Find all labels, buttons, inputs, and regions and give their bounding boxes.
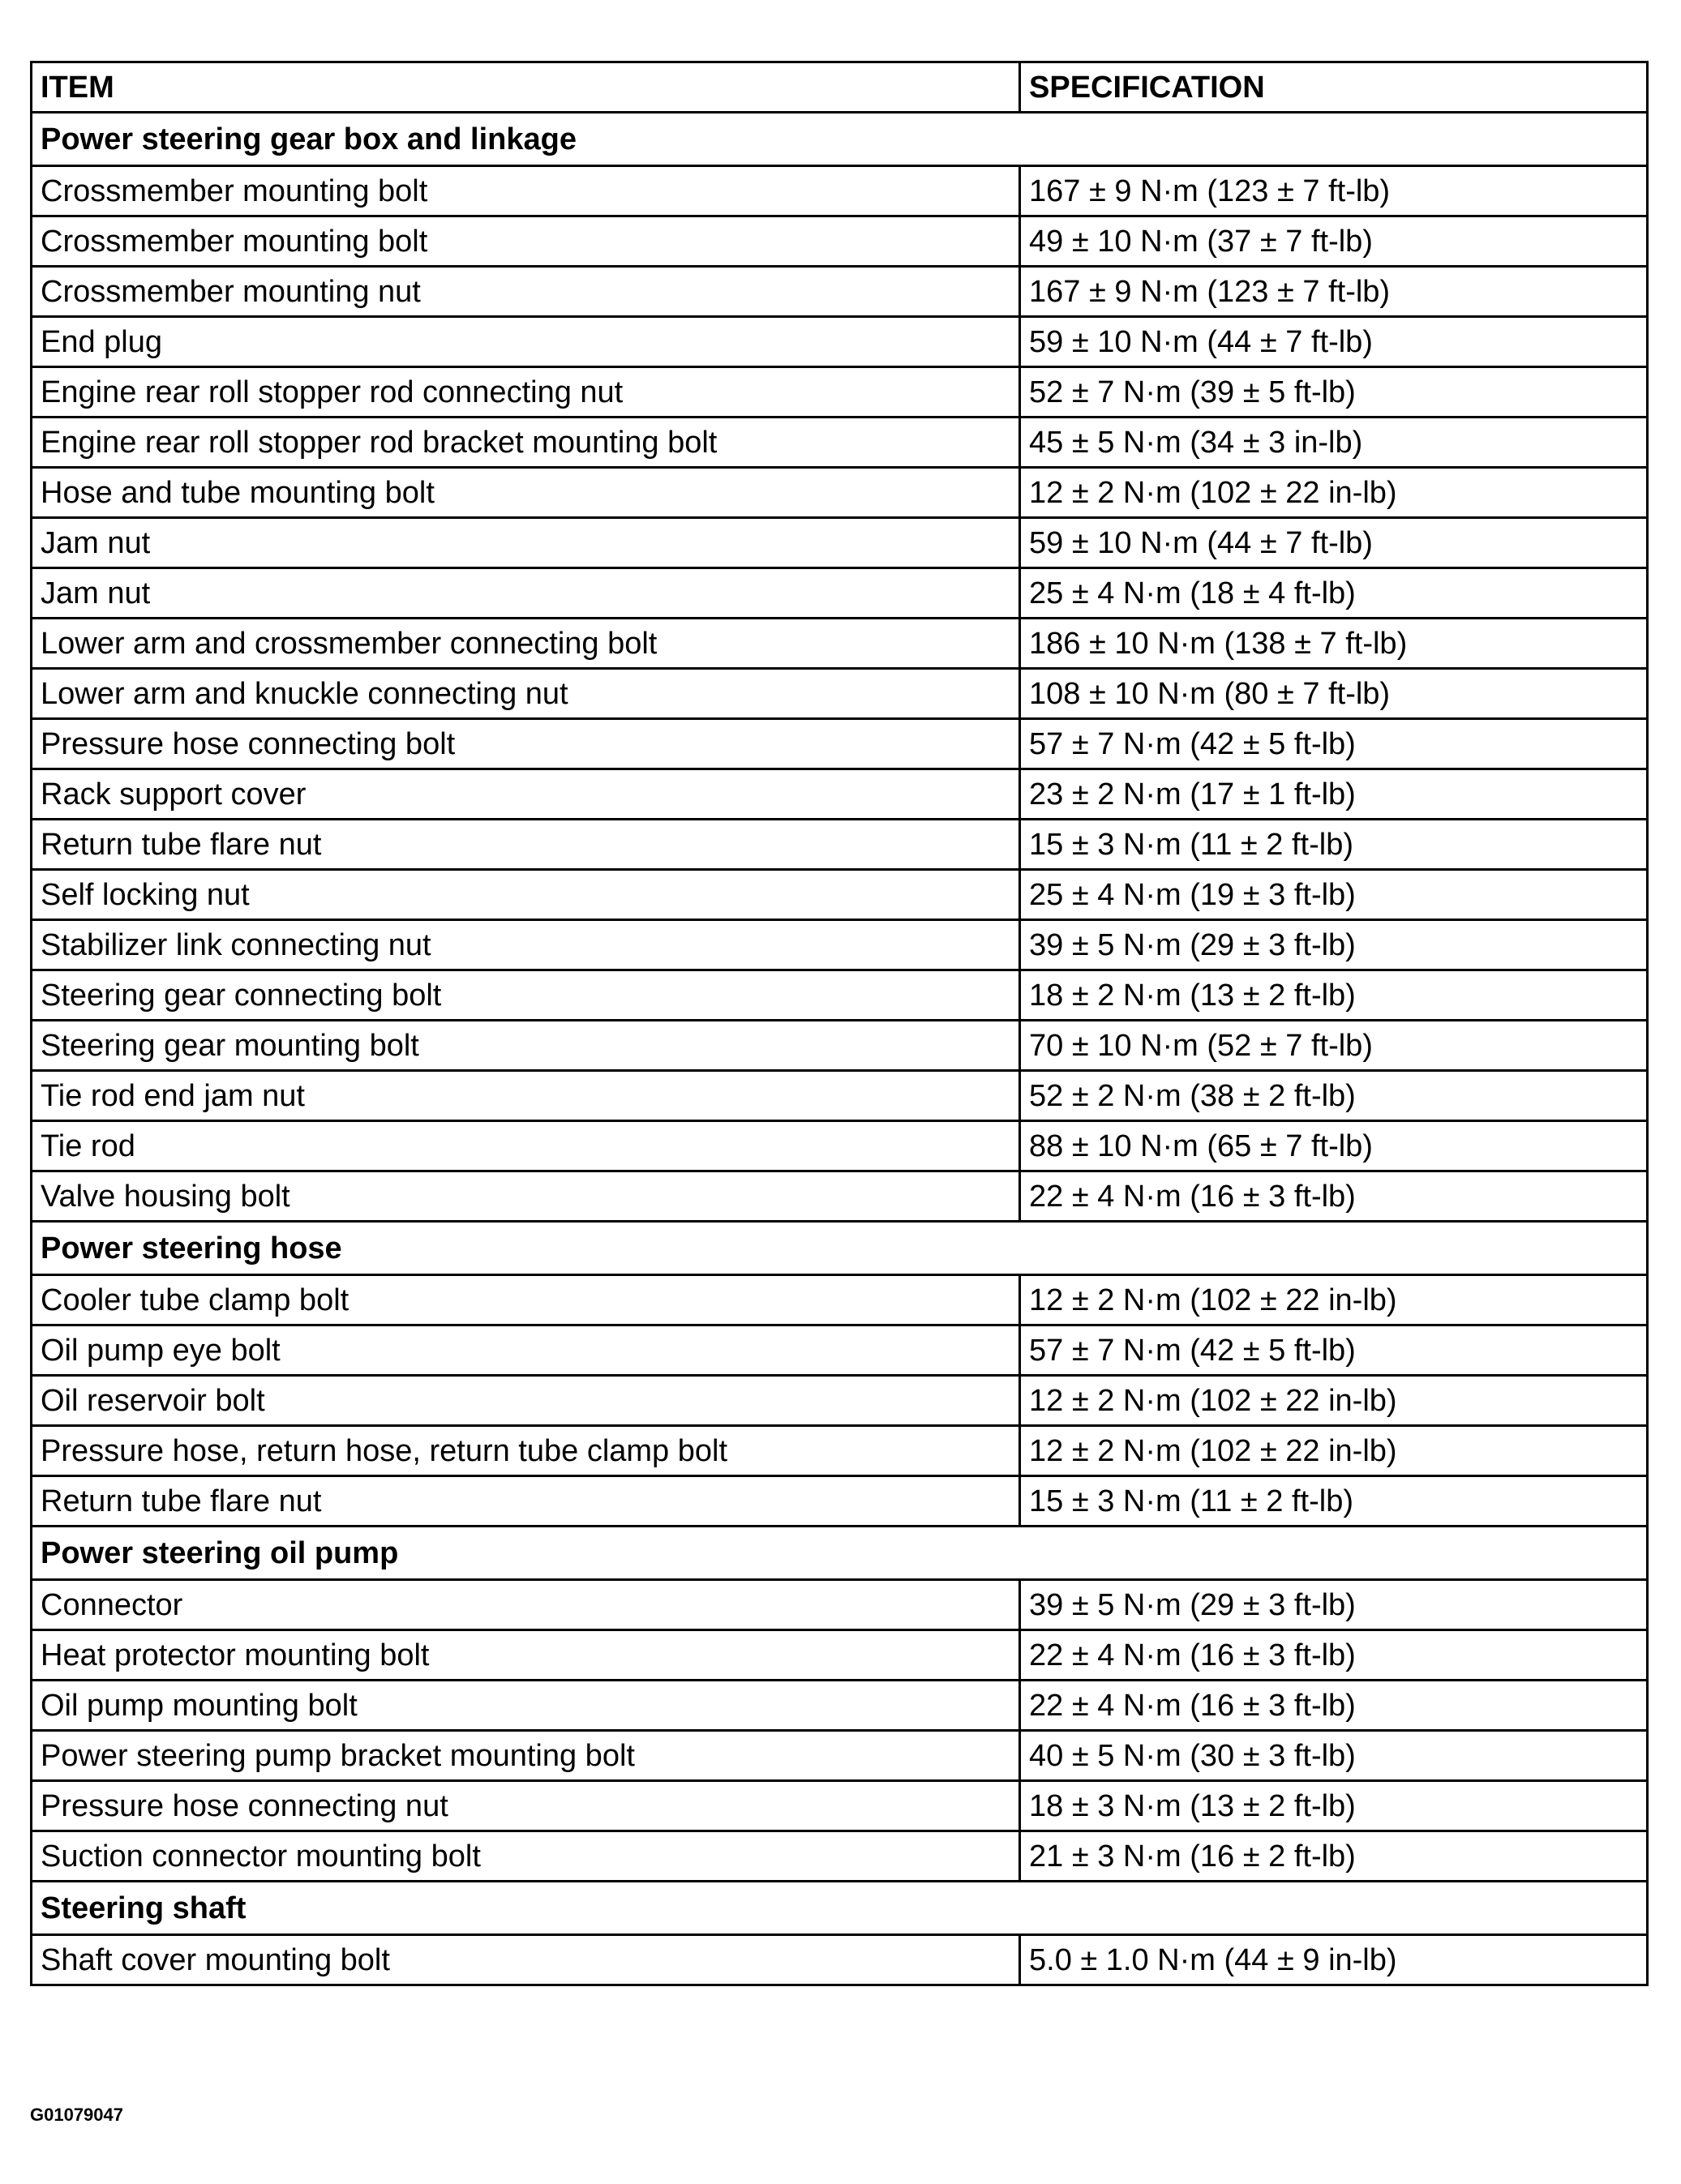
table-row [32, 1071, 1648, 1121]
item-cell: Crossmember mounting bolt [32, 216, 1020, 267]
spec-cell: 22 ± 4 N·m (16 ± 3 ft-lb) [1020, 1681, 1648, 1731]
table-row [32, 1426, 1648, 1476]
item-cell: Stabilizer link connecting nut [32, 920, 1020, 970]
table-row [32, 568, 1648, 619]
item-cell: Crossmember mounting nut [32, 267, 1020, 317]
table-row [32, 267, 1648, 317]
torque-spec-table [30, 61, 1649, 1986]
item-cell: Pressure hose, return hose, return tube clamp bolt [32, 1426, 1020, 1476]
item-cell: Lower arm and crossmember connecting bolt [32, 619, 1020, 669]
table-row [32, 970, 1648, 1021]
spec-cell: 21 ± 3 N·m (16 ± 2 ft-lb) [1020, 1831, 1648, 1882]
item-cell: Lower arm and knuckle connecting nut [32, 669, 1020, 719]
table-row [32, 216, 1648, 267]
table-row [32, 418, 1648, 468]
section-row [32, 1882, 1648, 1935]
item-cell: Oil pump eye bolt [32, 1325, 1020, 1376]
section-title: Power steering hose [32, 1222, 1648, 1275]
item-cell: Power steering pump bracket mounting bolt [32, 1731, 1020, 1781]
spec-cell: 12 ± 2 N·m (102 ± 22 in-lb) [1020, 1376, 1648, 1426]
item-cell: Engine rear roll stopper rod bracket mounting bolt [32, 418, 1020, 468]
table-row [32, 1781, 1648, 1831]
table-row [32, 1630, 1648, 1681]
item-cell: Cooler tube clamp bolt [32, 1275, 1020, 1325]
spec-cell: 59 ± 10 N·m (44 ± 7 ft-lb) [1020, 317, 1648, 367]
item-cell: Steering gear connecting bolt [32, 970, 1020, 1021]
item-cell: Hose and tube mounting bolt [32, 468, 1020, 518]
table-row [32, 1121, 1648, 1171]
table-row [32, 1731, 1648, 1781]
table-row [32, 1476, 1648, 1527]
spec-cell: 22 ± 4 N·m (16 ± 3 ft-lb) [1020, 1171, 1648, 1222]
spec-cell: 39 ± 5 N·m (29 ± 3 ft-lb) [1020, 1580, 1648, 1630]
spec-cell: 70 ± 10 N·m (52 ± 7 ft-lb) [1020, 1021, 1648, 1071]
table-header-row [32, 62, 1648, 113]
spec-cell: 57 ± 7 N·m (42 ± 5 ft-lb) [1020, 1325, 1648, 1376]
spec-cell: 12 ± 2 N·m (102 ± 22 in-lb) [1020, 1426, 1648, 1476]
table-row [32, 920, 1648, 970]
table-row [32, 769, 1648, 820]
spec-cell: 18 ± 3 N·m (13 ± 2 ft-lb) [1020, 1781, 1648, 1831]
table-row [32, 367, 1648, 418]
item-cell: Oil reservoir bolt [32, 1376, 1020, 1426]
table-row [32, 870, 1648, 920]
table-row [32, 619, 1648, 669]
header-specification: SPECIFICATION [1020, 62, 1648, 113]
item-cell: Steering gear mounting bolt [32, 1021, 1020, 1071]
spec-cell: 49 ± 10 N·m (37 ± 7 ft-lb) [1020, 216, 1648, 267]
item-cell: Engine rear roll stopper rod connecting nut [32, 367, 1020, 418]
table-row [32, 1935, 1648, 1985]
item-cell: Rack support cover [32, 769, 1020, 820]
spec-cell: 52 ± 2 N·m (38 ± 2 ft-lb) [1020, 1071, 1648, 1121]
spec-cell: 12 ± 2 N·m (102 ± 22 in-lb) [1020, 468, 1648, 518]
item-cell: Heat protector mounting bolt [32, 1630, 1020, 1681]
spec-cell: 167 ± 9 N·m (123 ± 7 ft-lb) [1020, 267, 1648, 317]
spec-cell: 57 ± 7 N·m (42 ± 5 ft-lb) [1020, 719, 1648, 769]
item-cell: Self locking nut [32, 870, 1020, 920]
item-cell: Suction connector mounting bolt [32, 1831, 1020, 1882]
table-row [32, 166, 1648, 216]
item-cell: Jam nut [32, 518, 1020, 568]
item-cell: Pressure hose connecting nut [32, 1781, 1020, 1831]
spec-cell: 39 ± 5 N·m (29 ± 3 ft-lb) [1020, 920, 1648, 970]
spec-cell: 25 ± 4 N·m (18 ± 4 ft-lb) [1020, 568, 1648, 619]
table-row [32, 1171, 1648, 1222]
item-cell: Return tube flare nut [32, 1476, 1020, 1527]
spec-cell: 18 ± 2 N·m (13 ± 2 ft-lb) [1020, 970, 1648, 1021]
item-cell: Oil pump mounting bolt [32, 1681, 1020, 1731]
spec-cell: 15 ± 3 N·m (11 ± 2 ft-lb) [1020, 820, 1648, 870]
item-cell: Shaft cover mounting bolt [32, 1935, 1020, 1985]
section-title: Steering shaft [32, 1882, 1648, 1935]
table-row [32, 1325, 1648, 1376]
spec-cell: 108 ± 10 N·m (80 ± 7 ft-lb) [1020, 669, 1648, 719]
spec-cell: 25 ± 4 N·m (19 ± 3 ft-lb) [1020, 870, 1648, 920]
section-row [32, 1527, 1648, 1580]
spec-cell: 45 ± 5 N·m (34 ± 3 in-lb) [1020, 418, 1648, 468]
spec-cell: 167 ± 9 N·m (123 ± 7 ft-lb) [1020, 166, 1648, 216]
table-row [32, 1021, 1648, 1071]
spec-cell: 22 ± 4 N·m (16 ± 3 ft-lb) [1020, 1630, 1648, 1681]
item-cell: Return tube flare nut [32, 820, 1020, 870]
header-item: ITEM [32, 62, 1020, 113]
section-title: Power steering oil pump [32, 1527, 1648, 1580]
table-row [32, 719, 1648, 769]
item-cell: Connector [32, 1580, 1020, 1630]
table-row [32, 1831, 1648, 1882]
section-row [32, 1222, 1648, 1275]
spec-cell: 23 ± 2 N·m (17 ± 1 ft-lb) [1020, 769, 1648, 820]
table-row [32, 317, 1648, 367]
table-row [32, 820, 1648, 870]
item-cell: Valve housing bolt [32, 1171, 1020, 1222]
item-cell: Tie rod [32, 1121, 1020, 1171]
spec-cell: 52 ± 7 N·m (39 ± 5 ft-lb) [1020, 367, 1648, 418]
table-row [32, 669, 1648, 719]
item-cell: End plug [32, 317, 1020, 367]
item-cell: Jam nut [32, 568, 1020, 619]
table-row [32, 1376, 1648, 1426]
spec-cell: 88 ± 10 N·m (65 ± 7 ft-lb) [1020, 1121, 1648, 1171]
item-cell: Crossmember mounting bolt [32, 166, 1020, 216]
table-row [32, 1681, 1648, 1731]
table-body [32, 113, 1648, 1985]
item-cell: Tie rod end jam nut [32, 1071, 1020, 1121]
table-row [32, 468, 1648, 518]
spec-cell: 15 ± 3 N·m (11 ± 2 ft-lb) [1020, 1476, 1648, 1527]
figure-id: G01079047 [30, 2105, 123, 2125]
spec-cell: 40 ± 5 N·m (30 ± 3 ft-lb) [1020, 1731, 1648, 1781]
spec-cell: 59 ± 10 N·m (44 ± 7 ft-lb) [1020, 518, 1648, 568]
spec-cell: 5.0 ± 1.0 N·m (44 ± 9 in-lb) [1020, 1935, 1648, 1985]
section-row [32, 113, 1648, 166]
spec-cell: 12 ± 2 N·m (102 ± 22 in-lb) [1020, 1275, 1648, 1325]
item-cell: Pressure hose connecting bolt [32, 719, 1020, 769]
table-row [32, 1275, 1648, 1325]
section-title: Power steering gear box and linkage [32, 113, 1648, 166]
table-row [32, 518, 1648, 568]
spec-cell: 186 ± 10 N·m (138 ± 7 ft-lb) [1020, 619, 1648, 669]
table-row [32, 1580, 1648, 1630]
